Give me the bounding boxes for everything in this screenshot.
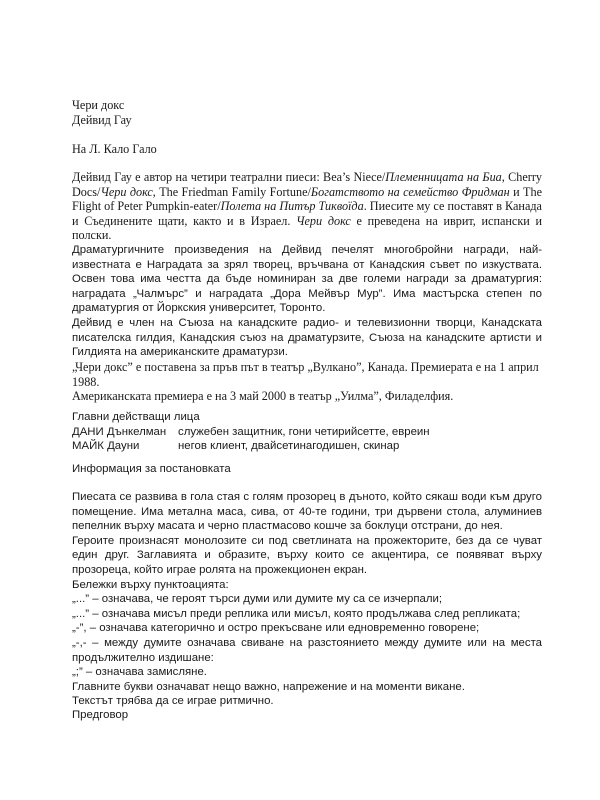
note-item: „...” – означава мисъл преди реплика или мисъл, която продължава след репликата; bbox=[72, 607, 521, 620]
cast-name: МАЙК Дауни bbox=[72, 440, 140, 453]
title-block bbox=[72, 98, 542, 127]
note-item: „;” – означава замисляне. bbox=[72, 666, 207, 679]
bio-text: . Пиесите му се поставят в Канада и Съединените щати, както и в Израел. bbox=[72, 199, 542, 228]
bio-text: Дейвид Гау е автор на четири театрални пиеси: Bea’s Niece/ bbox=[72, 170, 386, 184]
dedication-text: На Л. Кало Гало bbox=[72, 142, 157, 156]
staging-paragraph-1: Пиесата се развива в гола стая с голям прозорец в дъното, който сякаш води към друго помещение. Има метална маса, сива, от 40-те години, три дървени стола, алуминиев пепелник върху масата и черно пластмасово кошче за боклуци отстрани, до нея. bbox=[72, 491, 542, 533]
bio-paragraph-3: Дейвид е член на Съюза на канадските радио- и телевизионни творци, Канадската писателска гилдия, Канадския съюз на драматурзите, Съюза на канадските артисти и Гилдията на американските драматурзи. bbox=[72, 316, 542, 359]
staging-heading-block bbox=[72, 462, 542, 477]
foreword-heading: Предговор bbox=[72, 709, 129, 721]
bio-italic-title: Богатството на семейство Фридман bbox=[310, 184, 510, 199]
cast-row bbox=[72, 439, 542, 454]
note-item: Главните букви означават нещо важно, напрежение и на моменти викане. bbox=[72, 680, 465, 693]
note-item: „-,- – между думите означава свиване на разстоянието между думите или на места продължително издишане: bbox=[72, 636, 542, 664]
bio-text: и The Flight of Peter Pumpkin-eater/ bbox=[72, 184, 542, 214]
premiere-usa: Американската премиера е на 3 май 2000 в театър „Уилма”, Филаделфия. bbox=[72, 389, 454, 404]
cast-description: служебен защитник, гони четирийсетте, евреин bbox=[178, 425, 430, 438]
bio-text: , The Friedman Family Fortune/ bbox=[152, 184, 311, 199]
premiere-canada: „Чери докс” е поставена за пръв път в театър „Вулкано”, Канада. Премиерата е на 1 април 1988. bbox=[72, 360, 539, 389]
notes-heading: Бележки върху пунктоацията: bbox=[72, 578, 229, 591]
dedication bbox=[72, 142, 542, 157]
premiere-section bbox=[72, 360, 542, 404]
staging-section bbox=[72, 490, 542, 709]
cast-name: ДАНИ Дънкелман bbox=[72, 425, 167, 438]
cast-section bbox=[72, 410, 542, 454]
play-author: Дейвид Гау bbox=[72, 112, 132, 127]
cast-description: негов клиент, двайсетинагодишен, скинар bbox=[178, 440, 400, 453]
note-item: Текстът трябва да се играе ритмично. bbox=[72, 695, 274, 708]
staging-heading: Информация за постановката bbox=[72, 463, 231, 475]
play-title: Чери докс bbox=[72, 98, 125, 112]
bio-paragraph-2: Драматургичните произведения на Дейвид печелят многобройни награди, най-известната е Наградата за зрял творец, връчвана от Канадския съвет по изкуствата. Освен това има честта да бъде номиниран за две големи награди за драматургия: наградата „Чалмърс” и наградата „Дора Мейвър Мур”. Има мастърска степен по драматургия от Йоркския университет, Торонто. bbox=[72, 243, 542, 315]
bio-italic-title: Чери докс bbox=[100, 184, 153, 199]
bio-section bbox=[72, 170, 542, 360]
cast-row bbox=[72, 425, 542, 440]
bio-paragraph-1 bbox=[72, 170, 542, 243]
note-item: „-”, – означава категорично и остро прекъсване или едновременно говорене; bbox=[72, 622, 480, 635]
foreword-block bbox=[72, 708, 542, 723]
cast-heading: Главни действащи лица bbox=[72, 411, 200, 423]
bio-text: е преведена на иврит, испански и полски. bbox=[72, 213, 542, 243]
staging-paragraph-2: Героите произнасят монолозите си под светлината на прожекторите, без да се чуват един друг. Заглавията и образите, върху които се акцентира, се появяват върху прозореца, който играе ролята на прожекционен екран. bbox=[72, 534, 542, 576]
bio-text: , Cherry Docs/ bbox=[72, 170, 542, 199]
bio-italic-title: Полета на Питър Тиквоїда bbox=[220, 199, 364, 214]
bio-italic-title: Племенницата на Биа bbox=[385, 170, 502, 184]
bio-italic-title: Чери докс bbox=[296, 213, 351, 228]
note-item: „...” – означава, че героят търси думи или думите му са се изчерпали; bbox=[72, 593, 442, 606]
